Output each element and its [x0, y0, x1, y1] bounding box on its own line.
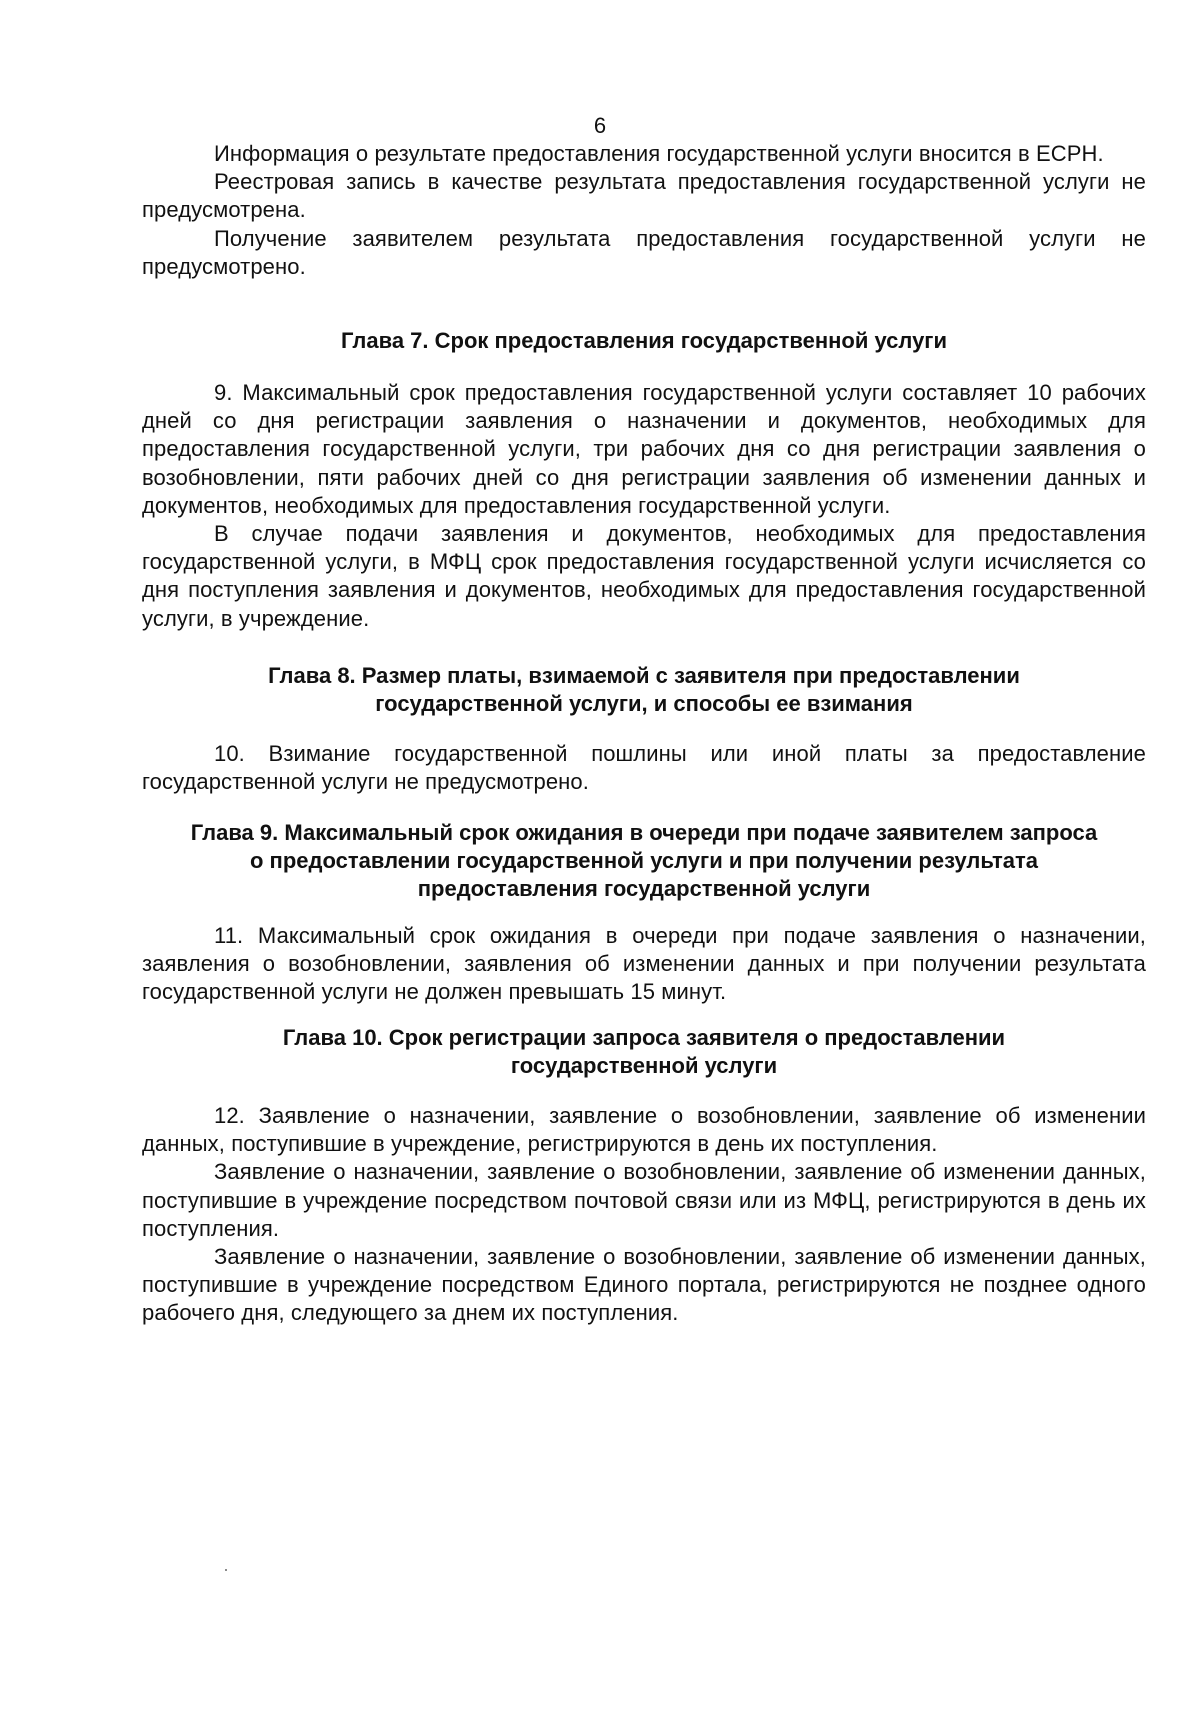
paragraph: Заявление о назначении, заявление о возобновлении, заявление об изменении данных, поступившие в учреждение посредством почтовой связи или из МФЦ, регистрируются в день их поступления.: [142, 1159, 1146, 1241]
page-number: 6: [593, 113, 607, 138]
chapter-heading: Глава 7. Срок предоставления государственной услуги: [341, 328, 947, 353]
chapter-8-section: [142, 662, 1146, 718]
chapter-heading-line: Глава 10. Срок регистрации запроса заявителя о предоставлении: [282, 1025, 1006, 1050]
paragraph: В случае подачи заявления и документов, необходимых для предоставления государственной услуги, в МФЦ срок предоставления государственной услуги исчисляется со дня поступления заявления и документов, необходимых для предоставления государственной услуги, в учреждение.: [142, 521, 1146, 631]
chapter-7-section: [142, 327, 1146, 355]
paragraph: 11. Максимальный срок ожидания в очереди при подаче заявления о назначении, заявления о возобновлении, заявления об изменении данных и при получении результата государственной услуги не должен превышать 15 минут.: [142, 923, 1146, 1005]
chapter-heading-line: государственной услуги, и способы ее взимания: [375, 691, 913, 716]
paragraph: 12. Заявление о назначении, заявление о возобновлении, заявление об изменении данных, поступившие в учреждение, регистрируются в день их поступления.: [142, 1103, 1146, 1157]
chapter-heading-line: о предоставлении государственной услуги и при получении результата: [250, 848, 1038, 873]
chapter-9-body: [142, 922, 1146, 1007]
chapter-10-body: [142, 1102, 1146, 1328]
intro-section: [142, 140, 1146, 281]
paragraph: 10. Взимание государственной пошлины или иной платы за предоставление государственной услуги не предусмотрено.: [142, 741, 1146, 795]
chapter-7-body: [142, 379, 1146, 633]
paragraph: 9. Максимальный срок предоставления государственной услуги составляет 10 рабочих дней со дня регистрации заявления о назначении и документов, необходимых для предоставления государственной услуги, три рабочих дня со дня регистрации заявления о возобновлении, пяти рабочих дней со дня регистрации заявления об изменении данных и документов, необходимых для предоставления государственной услуги.: [142, 380, 1146, 518]
paragraph: Получение заявителем результата предоставления государственной услуги не предусмотрено.: [142, 225, 1146, 279]
paragraph: Заявление о назначении, заявление о возобновлении, заявление об изменении данных, поступившие в учреждение посредством Единого портала, регистрируются не позднее одного рабочего дня, следующего за днем их поступления.: [142, 1244, 1146, 1326]
chapter-9-section: [142, 819, 1146, 903]
chapter-10-section: [142, 1024, 1146, 1080]
paragraph: Информация о результате предоставления государственной услуги вносится в ЕСРН.: [214, 141, 1104, 166]
chapter-heading-line: государственной услуги: [510, 1053, 778, 1078]
scan-speck: [225, 1569, 227, 1571]
chapter-heading-line: предоставления государственной услуги: [417, 876, 871, 901]
chapter-heading-line: Глава 8. Размер платы, взимаемой с заявителя при предоставлении: [268, 663, 1020, 688]
paragraph: Реестровая запись в качестве результата предоставления государственной услуги не предусмотрена.: [142, 169, 1146, 223]
chapter-heading-line: Глава 9. Максимальный срок ожидания в очереди при подаче заявителем запроса: [190, 820, 1098, 845]
chapter-8-body: [142, 740, 1146, 796]
